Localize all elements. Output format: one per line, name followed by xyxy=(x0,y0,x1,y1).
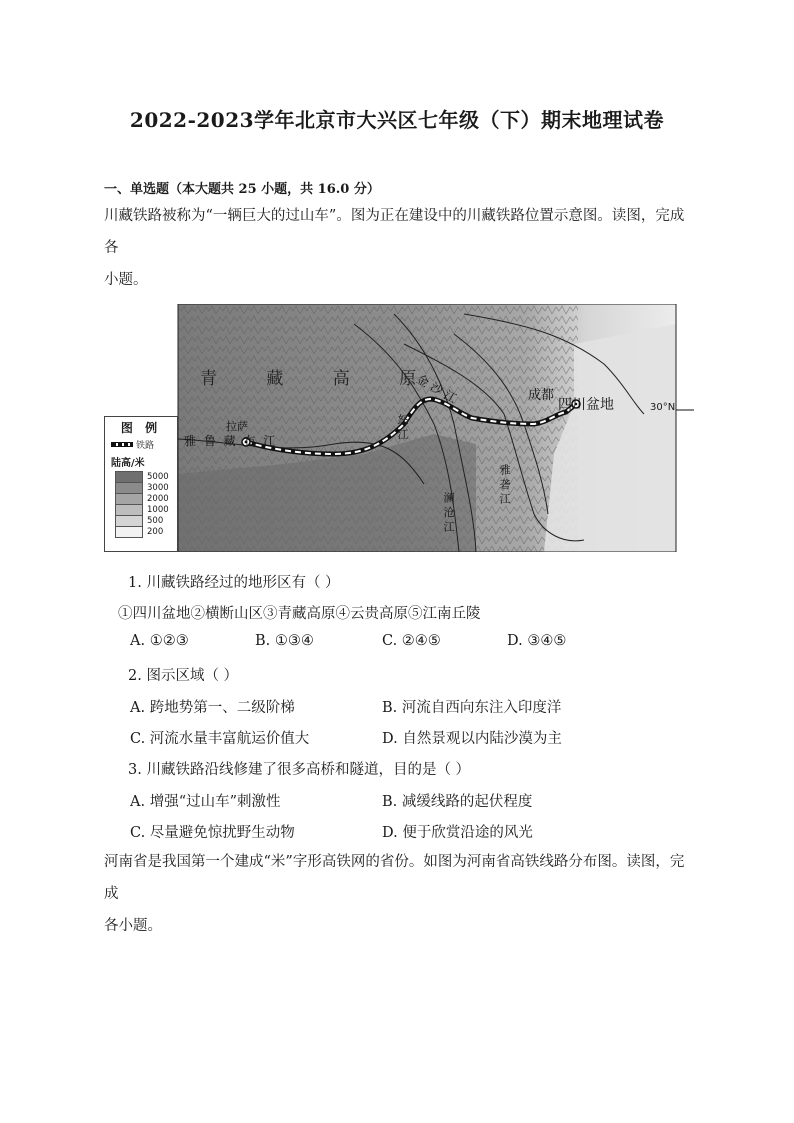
q1-option-a[interactable]: A. ①②③ xyxy=(130,633,189,649)
map-label-sichuan: 四川盆地 xyxy=(558,397,614,413)
map-label-lancang: 澜 沧 江 xyxy=(442,492,455,532)
legend-level-label: 200 xyxy=(147,526,164,537)
q2-stem: 2. 图示区域（ ） xyxy=(128,668,239,684)
legend-swatch-row xyxy=(115,504,177,515)
legend-title: 图 例 xyxy=(120,421,162,435)
q1-option-d[interactable]: D. ③④⑤ xyxy=(507,633,567,649)
page-title: 2022-2023学年北京市大兴区七年级（下）期末地理试卷 xyxy=(129,108,665,132)
legend-level-label: 5000 xyxy=(147,471,169,482)
q2-option-d[interactable]: D. 自然景观以内陆沙漠为主 xyxy=(382,731,562,747)
legend-color-swatch xyxy=(115,526,143,538)
section-heading: 一、单选题（本大题共 25 小题，共 16.0 分） xyxy=(104,182,380,197)
intro-paragraph-1 xyxy=(104,200,694,296)
intro2-line-2: 各小题。 xyxy=(104,918,162,934)
legend-swatches xyxy=(105,471,177,537)
intro-paragraph-2 xyxy=(104,846,694,942)
map-label-yarlung: 雅 鲁 藏 布 江 xyxy=(184,434,278,448)
q1-option-c[interactable]: C. ②④⑤ xyxy=(382,633,441,649)
q3-stem: 3. 川藏铁路沿线修建了很多高桥和隧道，目的是（ ） xyxy=(128,762,471,778)
legend-railway-label: 铁路 xyxy=(136,441,155,451)
q3-option-a[interactable]: A. 增强“过山车”刺激性 xyxy=(130,794,281,810)
latitude-label: 30°N xyxy=(650,402,676,413)
intro1-line-2: 小题。 xyxy=(104,272,148,288)
q2-option-c[interactable]: C. 河流水量丰富航运价值大 xyxy=(130,731,310,747)
legend-swatch-row xyxy=(115,493,177,504)
legend-swatch-row xyxy=(115,526,177,537)
map-label-qingzang: 青 藏 高 原 xyxy=(200,369,439,389)
map-label-nujiang: 怒 江 xyxy=(396,414,409,440)
map-label-lasa: 拉萨 xyxy=(226,420,248,433)
q1-items: ①四川盆地②横断山区③青藏高原④云贵高原⑤江南丘陵 xyxy=(118,606,481,622)
legend-level-label: 3000 xyxy=(147,482,169,493)
q2-option-b[interactable]: B. 河流自西向东注入印度洋 xyxy=(382,700,562,716)
legend-level-label: 2000 xyxy=(147,493,169,504)
q3-option-b[interactable]: B. 减缓线路的起伏程度 xyxy=(382,794,533,810)
map-label-jinsha: 金 沙 江 xyxy=(414,371,459,406)
legend-swatch-row xyxy=(115,515,177,526)
legend-level-label: 1000 xyxy=(147,504,169,515)
q3-option-d[interactable]: D. 便于欣赏沿途的风光 xyxy=(382,825,533,841)
railway-symbol-icon xyxy=(111,442,133,447)
q2-option-a[interactable]: A. 跨地势第一、二级阶梯 xyxy=(130,700,295,716)
legend-elevation-title: 陆高/米 xyxy=(111,458,145,469)
q1-option-b[interactable]: B. ①③④ xyxy=(255,633,314,649)
railway-map-figure xyxy=(104,304,694,552)
legend-level-label: 500 xyxy=(147,515,164,526)
legend-swatch-row xyxy=(115,482,177,493)
q3-option-c[interactable]: C. 尽量避免惊扰野生动物 xyxy=(130,825,295,841)
map-label-chengdu: 成都 xyxy=(528,388,555,403)
q1-stem: 1. 川藏铁路经过的地形区有（ ） xyxy=(128,575,340,591)
intro1-line-1: 川藏铁路被称为“一辆巨大的过山车”。图为正在建设中的川藏铁路位置示意图。读图，完成各 xyxy=(104,208,685,256)
legend-swatch-row xyxy=(115,471,177,482)
map-label-yalong: 雅 砻 江 xyxy=(498,464,511,504)
intro2-line-1: 河南省是我国第一个建成“米”字形高铁网的省份。如图为河南省高铁线路分布图。读图，完成 xyxy=(104,854,685,902)
legend-railway xyxy=(111,438,177,451)
map-legend xyxy=(104,416,178,552)
